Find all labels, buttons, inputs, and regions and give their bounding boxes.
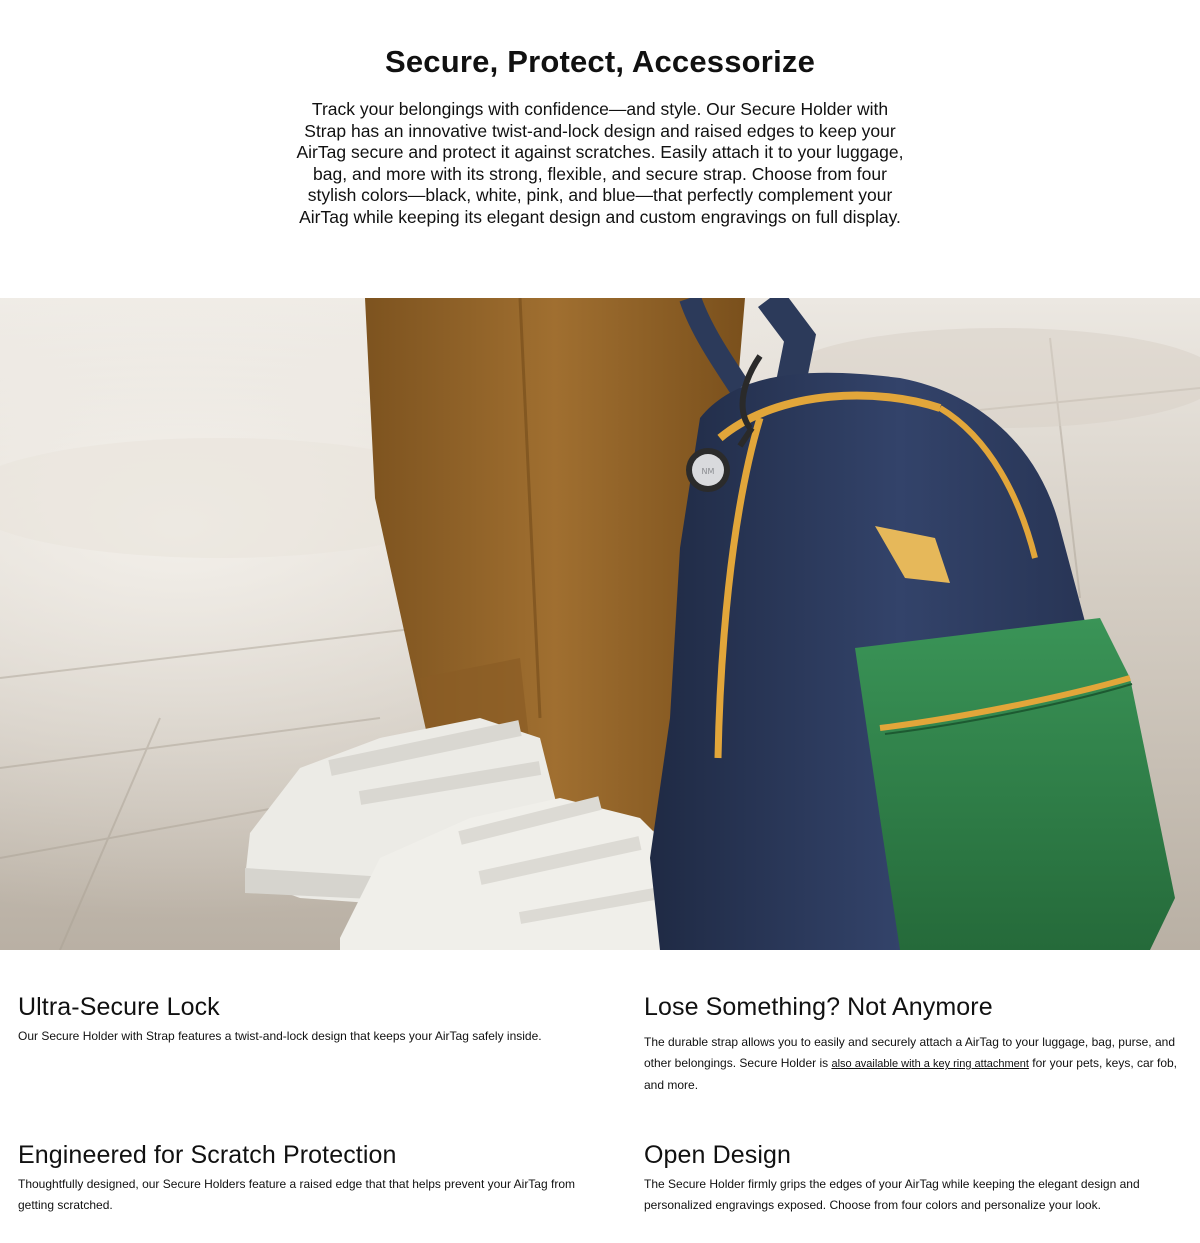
feature-description: Thoughtfully designed, our Secure Holders feature a raised edge that that helps prevent your AirTag from getting scratched. [18,1177,575,1212]
hero-image [0,298,1200,950]
feature-scratch-protection [18,1141,578,1216]
feature-description [644,1032,1184,1096]
feature-description: Our Secure Holder with Strap features a twist-and-lock design that keeps your AirTag safely inside. [18,1029,542,1043]
feature-title: Open Design [644,1141,792,1169]
feature-ultra-secure-lock [18,993,578,1047]
feature-lose-something [644,993,1184,1096]
feature-description: The Secure Holder firmly grips the edges of your AirTag while keeping the elegant design and personalized engravings exposed. Choose from four colors and personalize your look. [644,1177,1140,1212]
section-title: Secure, Protect, Accessorize [384,44,816,79]
feature-title: Engineered for Scratch Protection [18,1141,397,1169]
feature-title: Lose Something? Not Anymore [644,993,993,1021]
feature-description-start: The durable strap allows you to easily and securely attach a AirTag to your luggage, bag, purse, and other belongings. Secure Holder is [644,1035,1175,1070]
backpack-photo-illustration [0,298,1200,950]
key-ring-attachment-link[interactable]: also available with a key ring attachment [831,1058,1029,1070]
feature-open-design [644,1141,1184,1216]
feature-title: Ultra-Secure Lock [18,993,220,1021]
feature-description-end: for your pets, keys, car fob, and more. [644,1056,1178,1092]
airtag-engraving: NM [701,467,715,476]
section-description: Track your belongings with confidence—and style. Our Secure Holder with Strap has an innovative twist-and-lock design and raised edges to keep your AirTag secure and protect it against scratches. Easily attach it to your luggage, bag, and more with its strong, flexible, and secure strap. Choose from four stylish colors—black, white, pink, and blue—that perfectly complement your AirTag while keeping its elegant design and custom engravings on full display. [296,99,904,227]
